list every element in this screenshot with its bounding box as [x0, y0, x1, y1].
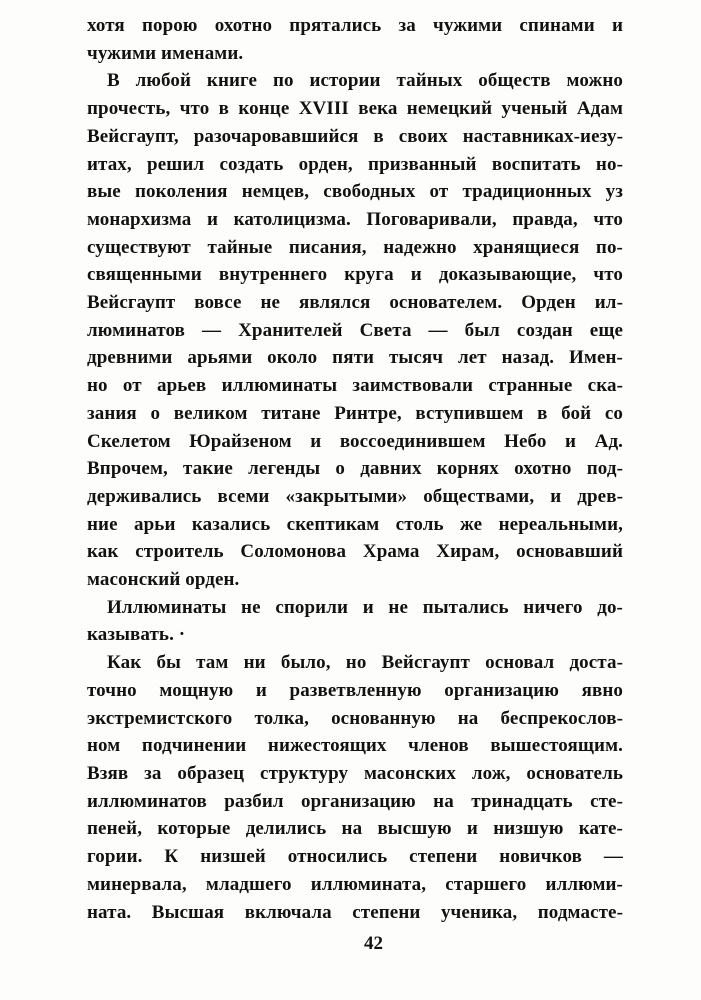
- text-line: ние арьи казались скептикам столь же нереальными,: [87, 513, 623, 535]
- text-line: Вейсгаупт, разочаровавшийся в своих наставниках-иезу-: [87, 125, 623, 147]
- text-line: ном подчинении нижестоящих членов вышестоящим.: [87, 735, 623, 757]
- text-line: ната. Высшая включала степени ученика, подмасте-: [87, 901, 623, 923]
- text-block: [87, 12, 623, 926]
- text-line: вые поколения немцев, свободных от традиционных уз: [87, 181, 623, 203]
- text-line: Как бы там ни было, но Вейсгаупт основал доста-: [107, 652, 623, 674]
- text-line: Скелетом Юрайзеном и воссоединившем Небо и Ад.: [87, 430, 623, 452]
- text-line: монархизма и католицизма. Поговаривали, правда, что: [87, 208, 623, 230]
- text-line: прочесть, что в конце XVIII века немецкий ученый Адам: [87, 98, 623, 120]
- text-line: иллюминатов разбил организацию на тринадцать сте-: [87, 790, 623, 812]
- text-line: казывать. ·: [87, 624, 186, 646]
- text-line: чужими именами.: [87, 42, 244, 64]
- text-line: итах, решил создать орден, призванный воспитать но-: [87, 153, 623, 175]
- text-line: древними арьями около пяти тысяч лет назад. Имен-: [87, 347, 623, 369]
- text-line: но от арьев иллюминаты заимствовали странные ска-: [87, 375, 623, 397]
- text-line: как строитель Соломонова Храма Хирам, основавший: [87, 541, 623, 563]
- text-line: священными внутреннего круга и доказывающие, что: [87, 264, 623, 286]
- text-line: держивались всеми «закрытыми» обществами, и древ-: [87, 485, 623, 507]
- text-line: хотя порою охотно прятались за чужими спинами и: [87, 15, 623, 36]
- text-line: Взяв за образец структуру масонских лож, основатель: [87, 762, 623, 784]
- text-line: существуют тайные писания, надежно хранящиеся по-: [87, 236, 623, 258]
- page-number: 42: [364, 933, 383, 954]
- text-line: люминатов — Хранителей Света — был создан еще: [87, 319, 623, 341]
- text-line: В любой книге по истории тайных обществ можно: [107, 70, 623, 92]
- text-line: масонский орден.: [87, 569, 240, 591]
- text-line: точно мощную и разветвленную организацию явно: [87, 679, 623, 701]
- text-line: зания о великом титане Ринтре, вступившем в бой со: [87, 402, 623, 424]
- text-line: экстремистского толка, основанную на беспрекослов-: [87, 707, 623, 729]
- text-line: пеней, которые делились на высшую и низшую кате-: [87, 818, 623, 840]
- text-line: минервала, младшего иллюмината, старшего иллюми-: [87, 873, 623, 895]
- text-line: Впрочем, такие легенды о давних корнях охотно под-: [87, 458, 623, 480]
- text-line: Вейсгаупт вовсе не являлся основателем. Орден ил-: [87, 292, 623, 314]
- text-line: Иллюминаты не спорили и не пытались ничего до-: [107, 596, 623, 618]
- text-line: гории. К низшей относились степени новичков —: [87, 846, 623, 868]
